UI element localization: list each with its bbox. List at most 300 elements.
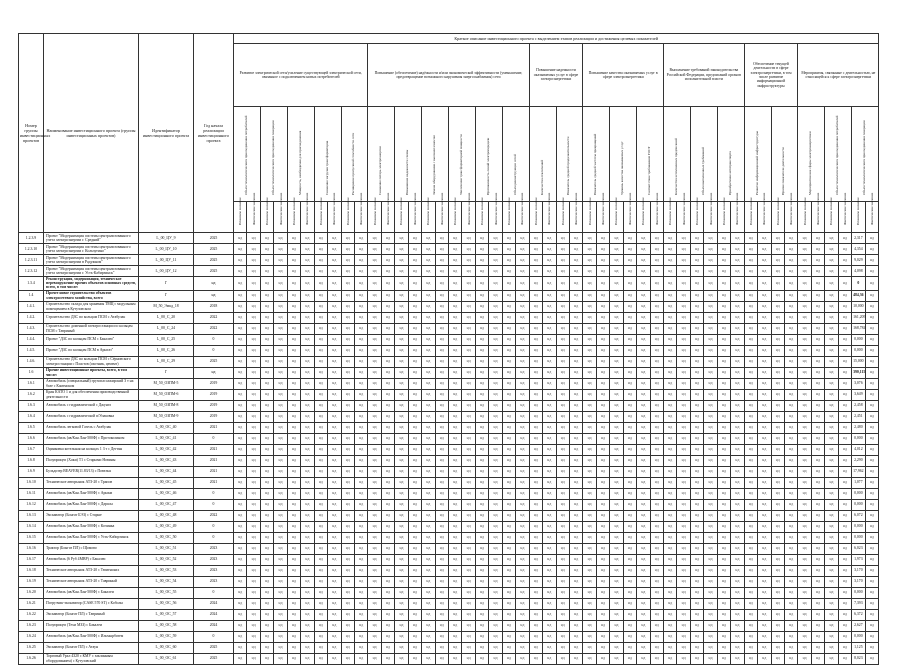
row-cell-nd: нд (731, 455, 744, 466)
table-row (19, 323, 879, 334)
table-row (19, 389, 879, 400)
row-cell-nd: нд (610, 466, 623, 477)
row-cell-nd: нд (328, 411, 341, 422)
row-cell-nd: нд (314, 277, 327, 291)
row-cell-nd: нд (569, 389, 582, 400)
row-cell-nd: нд (247, 609, 260, 620)
row-cell-nd: нд (690, 543, 703, 554)
fact-header (301, 192, 314, 233)
row-cell-nd: нд (475, 631, 488, 642)
row-cell-nd: нд (677, 277, 690, 291)
row-cell-nd: нд (811, 554, 824, 565)
row-cell-nd: нд (664, 510, 677, 521)
row-cell-nd: нд (449, 477, 462, 488)
table-row (19, 576, 879, 587)
row-cell-nd: нд (838, 510, 851, 521)
row-cell-nd: нд (449, 277, 462, 291)
row-cell-nd: нд (381, 433, 394, 444)
row-cell-nd: нд (677, 499, 690, 510)
row-cell-nd: нд (664, 609, 677, 620)
row-cell-nd: нд (677, 233, 690, 244)
row-cell-nd: нд (771, 290, 784, 301)
row-cell-nd: нд (489, 565, 502, 576)
row-cell-nd: нд (449, 290, 462, 301)
row-cell-nd: нд (328, 620, 341, 631)
row-cell-nd: нд (811, 620, 824, 631)
row-cell-nd: нд (623, 266, 636, 277)
row-cell-nd: нд (637, 233, 650, 244)
indicator-label: Прочие показатели деятельности (781, 147, 786, 196)
row-cell-nd: нд (489, 620, 502, 631)
row-cell-nd: нд (475, 233, 488, 244)
row-cell-nd: нд (543, 312, 556, 323)
row-cell-nd: нд (583, 576, 596, 587)
row-cell-nd: нд (731, 631, 744, 642)
row-cell-nd: нд (610, 532, 623, 543)
row-cell-nd: нд (328, 609, 341, 620)
row-year: 2025 (194, 244, 234, 255)
plan-header (260, 197, 273, 233)
row-cell-nd: нд (771, 367, 784, 378)
row-cell-nd: нд (516, 620, 529, 631)
row-cell-nd: нд (704, 312, 717, 323)
row-cell-nd: нд (771, 422, 784, 433)
row-cell-nd: нд (462, 543, 475, 554)
row-cell-nd: нд (354, 378, 367, 389)
fact-header (731, 192, 744, 233)
row-cell-nd: нд (502, 620, 515, 631)
row-year: 2024 (194, 620, 234, 631)
row-cell-nd: нд (301, 576, 314, 587)
row-cell-nd: нд (408, 433, 421, 444)
row-cell-nd: нд (731, 244, 744, 255)
row-cell-nd: нд (784, 312, 797, 323)
row-cell-nd: нд (717, 255, 730, 266)
row-cell-nd: нд (543, 290, 556, 301)
row-cell-nd: нд (784, 532, 797, 543)
row-cell-nd: нд (690, 631, 703, 642)
row-number: 1.6.6 (19, 433, 44, 444)
plan-header (771, 197, 784, 233)
row-cell-nd: нд (650, 510, 663, 521)
table-row (19, 653, 879, 664)
row-cell-nd: нд (395, 554, 408, 565)
row-cell-nd: нд (435, 244, 448, 255)
row-cell-nd: нд (274, 422, 287, 433)
row-cell-nd: нд (610, 233, 623, 244)
row-cell-nd: нд (664, 554, 677, 565)
row-cell-nd: нд (274, 323, 287, 334)
row-cell-nd: нд (731, 312, 744, 323)
row-cell-nd: нд (677, 642, 690, 653)
row-cell-nd: нд (717, 244, 730, 255)
row-cell-nd: нд (610, 433, 623, 444)
row-cell-nd: нд (569, 455, 582, 466)
row-cell-nd: нд (610, 411, 623, 422)
row-cell-nd: нд (516, 345, 529, 356)
row-cell-nd: нд (260, 334, 273, 345)
row-cell-nd: нд (368, 532, 381, 543)
row-cell-nd: нд (556, 367, 569, 378)
row-cell-nd: нд (234, 356, 247, 367)
row-cell-nd: нд (865, 378, 879, 389)
row-cell-nd: нд (784, 455, 797, 466)
row-cell-nd: нд (569, 400, 582, 411)
row-cell-nd: нд (569, 532, 582, 543)
row-cell-nd: нд (408, 400, 421, 411)
row-cell-nd: нд (677, 587, 690, 598)
table-row (19, 244, 879, 255)
row-cell-nd: нд (341, 543, 354, 554)
row-cell-nd: нд (583, 510, 596, 521)
plan-header (637, 197, 650, 233)
row-cell-nd: нд (395, 277, 408, 291)
row-cell-nd: нд (690, 598, 703, 609)
row-cell-nd: нд (825, 444, 838, 455)
row-cell-nd: нд (408, 312, 421, 323)
row-cell-nd: нд (825, 576, 838, 587)
row-cell-nd: нд (395, 433, 408, 444)
row-cell-nd: нд (650, 576, 663, 587)
unit-label: Фактическое значение (439, 192, 444, 225)
row-cell-nd: нд (274, 411, 287, 422)
row-cell-nd: нд (677, 565, 690, 576)
row-cell-nd: нд (623, 554, 636, 565)
row-cell-nd: нд (798, 301, 811, 312)
row-cell-nd: нд (704, 334, 717, 345)
row-cell-nd: нд (825, 356, 838, 367)
row-cell-nd: нд (690, 323, 703, 334)
row-cell-nd: нд (825, 345, 838, 356)
row-cell-nd: нд (489, 554, 502, 565)
row-cell-nd: нд (664, 389, 677, 400)
row-cell-nd: нд (301, 488, 314, 499)
row-number: 1.6 (19, 367, 44, 378)
row-cell-nd: нд (368, 367, 381, 378)
row-cell-nd: нд (543, 389, 556, 400)
row-cell-nd: нд (865, 477, 879, 488)
row-cell-nd: нд (475, 367, 488, 378)
row-cell-nd: нд (556, 433, 569, 444)
row-cell-nd: нд (422, 433, 435, 444)
row-cell-nd: нд (462, 422, 475, 433)
row-cell-nd: нд (301, 455, 314, 466)
row-cell-nd: нд (825, 266, 838, 277)
row-cell-nd: нд (395, 312, 408, 323)
row-cell-nd: нд (489, 477, 502, 488)
row-cell-nd: нд (704, 378, 717, 389)
row-cell-nd: нд (381, 345, 394, 356)
row-cell-nd: нд (314, 367, 327, 378)
row-cell-nd: нд (744, 576, 757, 587)
row-cell-nd: нд (704, 631, 717, 642)
row-cell-nd: нд (408, 266, 421, 277)
row-cell-nd: нд (677, 521, 690, 532)
row-cell-nd: нд (744, 290, 757, 301)
row-cell-nd: нд (368, 565, 381, 576)
row-cell-nd: нд (314, 455, 327, 466)
row-cell-nd: нд (610, 653, 623, 664)
row-cell-nd: нд (502, 587, 515, 598)
row-cell-nd: нд (475, 598, 488, 609)
row-cell-nd: нд (475, 444, 488, 455)
row-cell-nd: нд (569, 277, 582, 291)
row-cell-nd: нд (704, 653, 717, 664)
row-cell-nd: нд (784, 255, 797, 266)
row-cell-nd: нд (690, 532, 703, 543)
row-cell-nd: нд (489, 290, 502, 301)
row-cell-nd: нд (234, 631, 247, 642)
row-cell-nd: нд (798, 455, 811, 466)
row-cell-nd: нд (543, 598, 556, 609)
row-cell-nd: нд (381, 378, 394, 389)
row-cell-nd: нд (516, 466, 529, 477)
unit-label: Плановое значение (480, 197, 485, 225)
row-cell-nd: нд (422, 532, 435, 543)
row-cell-nd: нд (475, 277, 488, 291)
row-cell-nd: нд (838, 312, 851, 323)
row-cell-nd: нд (449, 334, 462, 345)
row-cell-nd: нд (811, 466, 824, 477)
row-cell-nd: нд (556, 488, 569, 499)
row-cell-nd: нд (422, 598, 435, 609)
row-cell-nd: нд (690, 345, 703, 356)
row-cell-nd: нд (704, 345, 717, 356)
row-cell-nd: нд (825, 378, 838, 389)
row-cell-nd: нд (287, 411, 300, 422)
row-cell-nd: нд (422, 389, 435, 400)
row-cell-nd: нд (462, 642, 475, 653)
row-cell-nd: нд (301, 400, 314, 411)
unit-label: Плановое значение (265, 197, 270, 225)
row-cell-nd: нд (583, 433, 596, 444)
row-cell-nd: нд (529, 266, 542, 277)
row-identifier: L_00_ОС_56 (139, 598, 194, 609)
row-cell-nd: нд (328, 277, 341, 291)
table-row (19, 422, 879, 433)
row-cell-nd: нд (260, 433, 273, 444)
row-cell-nd: нд (704, 455, 717, 466)
row-cell-nd: нд (731, 598, 744, 609)
row-cell-nd: нд (381, 290, 394, 301)
row-cell-nd: нд (664, 411, 677, 422)
row-cell-nd: нд (287, 521, 300, 532)
row-cell-nd: нд (368, 609, 381, 620)
row-cell-nd: нд (489, 587, 502, 598)
row-cell-nd: нд (408, 334, 421, 345)
row-cell-nd: нд (368, 301, 381, 312)
row-cell-nd: нд (556, 378, 569, 389)
row-cell-nd: нд (623, 587, 636, 598)
indicator-header (529, 107, 556, 202)
row-cell-nd: нд (543, 444, 556, 455)
row-cell-nd: нд (287, 301, 300, 312)
row-cell-nd: нд (301, 433, 314, 444)
row-cell-nd: нд (704, 510, 717, 521)
row-cell-nd: нд (516, 565, 529, 576)
row-cell-nd: нд (475, 587, 488, 598)
row-cell-nd: нд (234, 455, 247, 466)
row-name: Прочие инвестиционные проекты, всего, в том числе: (44, 367, 139, 378)
row-cell-nd: нд (569, 631, 582, 642)
row-cell-nd: нд (543, 301, 556, 312)
row-cell-nd: нд (677, 345, 690, 356)
row-cell-nd: нд (596, 642, 609, 653)
fact-header (569, 192, 582, 233)
row-cell-nd: нд (610, 422, 623, 433)
row-cell-nd: нд (690, 244, 703, 255)
row-cell-nd: нд (247, 631, 260, 642)
row-cell-nd: нд (408, 631, 421, 642)
row-cell-nd: нд (664, 400, 677, 411)
row-cell-nd: нд (529, 356, 542, 367)
row-cell-nd: нд (704, 477, 717, 488)
row-cell-nd: нд (865, 411, 879, 422)
row-cell-nd: нд (529, 277, 542, 291)
row-cell-nd: нд (449, 455, 462, 466)
row-cell-nd: нд (704, 499, 717, 510)
row-cell-nd: нд (475, 543, 488, 554)
row-cell-nd: нд (758, 389, 771, 400)
row-name: Автомобиль (ав/Кан Лан-500Ф) с Ильмырбатем (44, 631, 139, 642)
row-cell-nd: нд (596, 488, 609, 499)
row-cell-nd: нд (731, 587, 744, 598)
row-name: Кран КАТО 1 и для обеспечения производственной деятельности (44, 389, 139, 400)
row-cell-nd: нд (354, 631, 367, 642)
row-cell-nd: нд (610, 323, 623, 334)
row-cell-nd: нд (314, 255, 327, 266)
row-year: 2023 (194, 576, 234, 587)
row-identifier: L_00_ОС_57 (139, 609, 194, 620)
row-cell-nd: нд (798, 411, 811, 422)
row-cell-nd: нд (489, 532, 502, 543)
row-cell-nd: нд (301, 477, 314, 488)
fact-header (354, 192, 367, 233)
row-cell-nd: нд (798, 598, 811, 609)
row-cell-nd: нд (260, 455, 273, 466)
row-cell-nd: нд (395, 356, 408, 367)
row-cell-nd: нд (516, 598, 529, 609)
row-cell-nd: нд (408, 543, 421, 554)
row-value: 3,170 (852, 565, 865, 576)
row-cell-nd: нд (717, 543, 730, 554)
row-value: 161,209 (852, 312, 865, 323)
row-cell-nd: нд (596, 433, 609, 444)
row-cell-nd: нд (758, 576, 771, 587)
table-row (19, 367, 879, 378)
row-cell-nd: нд (610, 642, 623, 653)
row-cell-nd: нд (744, 488, 757, 499)
row-cell-nd: нд (516, 609, 529, 620)
row-cell-nd: нд (758, 642, 771, 653)
row-cell-nd: нд (301, 598, 314, 609)
row-cell-nd: нд (610, 631, 623, 642)
table-row (19, 565, 879, 576)
row-cell-nd: нд (583, 277, 596, 291)
row-cell-nd: нд (543, 499, 556, 510)
row-cell-nd: нд (395, 499, 408, 510)
row-cell-nd: нд (449, 367, 462, 378)
table-row (19, 411, 879, 422)
row-cell-nd: нд (664, 345, 677, 356)
row-cell-nd: нд (449, 411, 462, 422)
row-cell-nd: нд (650, 266, 663, 277)
row-cell-nd: нд (825, 543, 838, 554)
row-cell-nd: нд (731, 389, 744, 400)
row-cell-nd: нд (529, 598, 542, 609)
row-cell-nd: нд (341, 532, 354, 543)
row-cell-nd: нд (301, 255, 314, 266)
row-value: 17,962 (852, 466, 865, 477)
row-cell-nd: нд (395, 598, 408, 609)
row-cell-nd: нд (381, 233, 394, 244)
row-cell-nd: нд (368, 411, 381, 422)
row-cell-nd: нд (569, 378, 582, 389)
row-cell-nd: нд (825, 367, 838, 378)
row-cell-nd: нд (650, 312, 663, 323)
row-cell-nd: нд (462, 255, 475, 266)
row-cell-nd: нд (650, 334, 663, 345)
row-identifier: L_00_ОС_55 (139, 587, 194, 598)
row-cell-nd: нд (489, 312, 502, 323)
row-cell-nd: нд (475, 323, 488, 334)
row-cell-nd: нд (798, 488, 811, 499)
plan-header (287, 197, 300, 233)
row-cell-nd: нд (583, 466, 596, 477)
row-cell-nd: нд (341, 433, 354, 444)
row-cell-nd: нд (811, 378, 824, 389)
row-cell-nd: нд (556, 521, 569, 532)
row-cell-nd: нд (435, 620, 448, 631)
row-cell-nd: нд (341, 345, 354, 356)
row-cell-nd: нд (664, 499, 677, 510)
row-cell-nd: нд (583, 532, 596, 543)
row-cell-nd: нд (408, 488, 421, 499)
row-cell-nd: нд (569, 367, 582, 378)
indicator-label: Объем технологического присоединения генерации (862, 120, 867, 196)
row-cell-nd: нд (825, 521, 838, 532)
row-number: 1.6.1 (19, 378, 44, 389)
row-name: Прочее новое строительство объектов электросетевого хозяйства, всего (44, 290, 139, 301)
plan-header (341, 197, 354, 233)
unit-label: Плановое значение (318, 197, 323, 225)
row-cell-nd: нд (569, 642, 582, 653)
row-cell-nd: нд (664, 466, 677, 477)
row-cell-nd: нд (664, 301, 677, 312)
row-cell-nd: нд (435, 543, 448, 554)
row-identifier: L_00_ОС_46 (139, 488, 194, 499)
row-cell-nd: нд (811, 642, 824, 653)
row-year: 2018 (194, 301, 234, 312)
row-cell-nd: нд (758, 620, 771, 631)
row-cell-nd: нд (422, 653, 435, 664)
row-cell-nd: нд (838, 587, 851, 598)
group-header: Повышение (обеспечение) надёжности и/или экономической эффективности (уменьшение, предотвращение возможного нарушения энергоснабжения) сети (368, 44, 529, 107)
row-value: 2,290 (852, 455, 865, 466)
row-cell-nd: нд (368, 488, 381, 499)
row-cell-nd: нд (354, 356, 367, 367)
row-cell-nd: нд (623, 290, 636, 301)
row-name: Автомобиль (6 Руб 4МВР) с Бакалеи (44, 554, 139, 565)
row-cell-nd: нд (422, 400, 435, 411)
row-cell-nd: нд (247, 455, 260, 466)
row-cell-nd: нд (274, 521, 287, 532)
row-value: 0,000 (852, 488, 865, 499)
row-cell-nd: нд (234, 400, 247, 411)
row-cell-nd: нд (462, 244, 475, 255)
row-cell-nd: нд (341, 233, 354, 244)
row-cell-nd: нд (784, 565, 797, 576)
